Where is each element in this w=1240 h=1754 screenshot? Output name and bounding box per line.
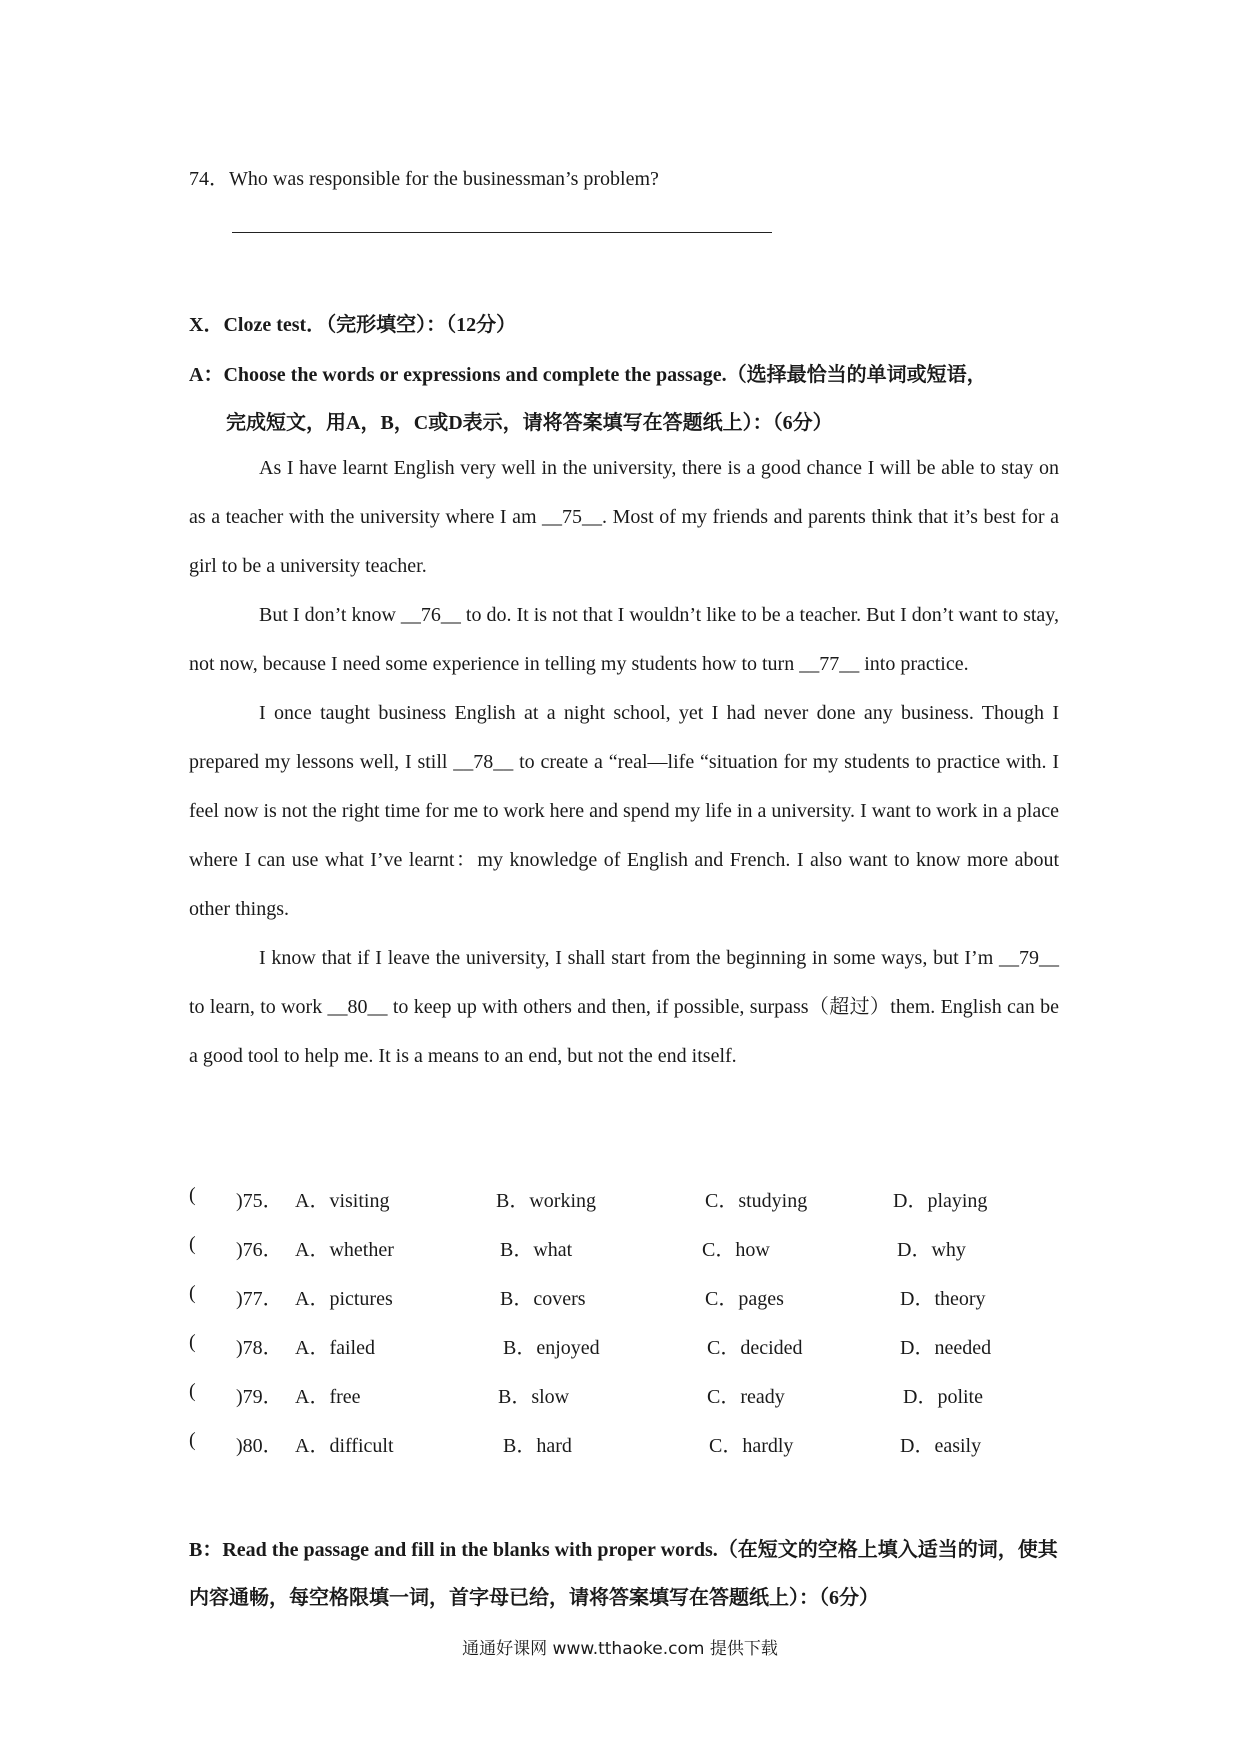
option-a: A．pictures <box>295 1288 393 1310</box>
answer-line <box>232 232 772 233</box>
answer-paren: ( <box>189 1429 196 1451</box>
answer-paren: ( <box>189 1282 196 1304</box>
option-a: A．visiting <box>295 1190 390 1212</box>
option-c: C．how <box>702 1239 770 1261</box>
passage <box>189 444 1059 1081</box>
question-number: )76． <box>236 1239 283 1261</box>
question-74: 74．Who was responsible for the businessman’s problem? <box>189 168 659 190</box>
question-number: )79． <box>236 1386 283 1408</box>
option-b: B．working <box>496 1190 596 1212</box>
answer-paren: ( <box>189 1331 196 1353</box>
passage-paragraph: As I have learnt English very well in the university, there is a good chance I will be able to stay on as a teacher with the university where I am __75__. Most of my friends and parents think that it’s best for a girl to be a university teacher. <box>189 457 1059 577</box>
option-c: C．decided <box>707 1337 803 1359</box>
option-d: D．needed <box>900 1337 992 1359</box>
option-c: C．studying <box>705 1190 808 1212</box>
footer-source: 通通好课网 www.tthaoke.com 提供下载 <box>462 1639 778 1659</box>
option-d: D．playing <box>893 1190 988 1212</box>
option-a: A．free <box>295 1386 361 1408</box>
question-number: )75． <box>236 1190 283 1212</box>
option-a: A．failed <box>295 1337 375 1359</box>
answer-paren: ( <box>189 1233 196 1255</box>
answer-paren: ( <box>189 1184 196 1206</box>
passage-paragraph: But I don’t know __76__ to do. It is not that I wouldn’t like to be a teacher. But I don’t want to stay, not now, because I need some experience in telling my students how to turn __77__ into practice. <box>189 604 1059 675</box>
answer-paren: ( <box>189 1380 196 1402</box>
question-number: )78． <box>236 1337 283 1359</box>
option-b: B．enjoyed <box>503 1337 600 1359</box>
option-c: C．hardly <box>709 1435 794 1457</box>
part-b-instruction: B：Read the passage and fill in the blanks with proper words.（在短文的空格上填入适当的词，使其内容通畅，每空格限填一词，首字母已给，请将答案填写在答题纸上）：（6分） <box>189 1539 1058 1609</box>
option-c: C．pages <box>705 1288 784 1310</box>
passage-paragraph: I know that if I leave the university, I shall start from the beginning in some ways, but I’m __79__ to learn, to work __80__ to keep up with others and then, if possible, surpass（超过）them. English can be a good tool to help me. It is a means to an end, but not the end itself. <box>189 947 1059 1067</box>
option-d: D．polite <box>903 1386 983 1408</box>
question-number: )77． <box>236 1288 283 1310</box>
option-a: A．whether <box>295 1239 394 1261</box>
part-a-instruction-line1: A：Choose the words or expressions and complete the passage.（选择最恰当的单词或短语， <box>189 364 987 386</box>
option-b: B．slow <box>498 1386 570 1408</box>
option-c: C．ready <box>707 1386 785 1408</box>
passage-paragraph: I once taught business English at a night school, yet I had never done any business. Though I prepared my lessons well, I still __78__ to create a “real—life “situation for my students to practice with. I feel now is not the right time for me to work here and spend my life in a university. I want to work in a place where I can use what I’ve learnt：my knowledge of English and French. I also want to know more about other things. <box>189 702 1059 920</box>
section-title: X．Cloze test．（完形填空）：（12分） <box>189 314 517 336</box>
option-b: B．what <box>500 1239 573 1261</box>
part-a-instruction-line2: 完成短文，用A，B，C或D表示，请将答案填写在答题纸上）：（6分） <box>226 412 833 434</box>
option-b: B．covers <box>500 1288 586 1310</box>
option-d: D．theory <box>900 1288 986 1310</box>
option-d: D．easily <box>900 1435 982 1457</box>
option-d: D．why <box>897 1239 966 1261</box>
question-number: )80． <box>236 1435 283 1457</box>
option-b: B．hard <box>503 1435 572 1457</box>
option-a: A．difficult <box>295 1435 394 1457</box>
